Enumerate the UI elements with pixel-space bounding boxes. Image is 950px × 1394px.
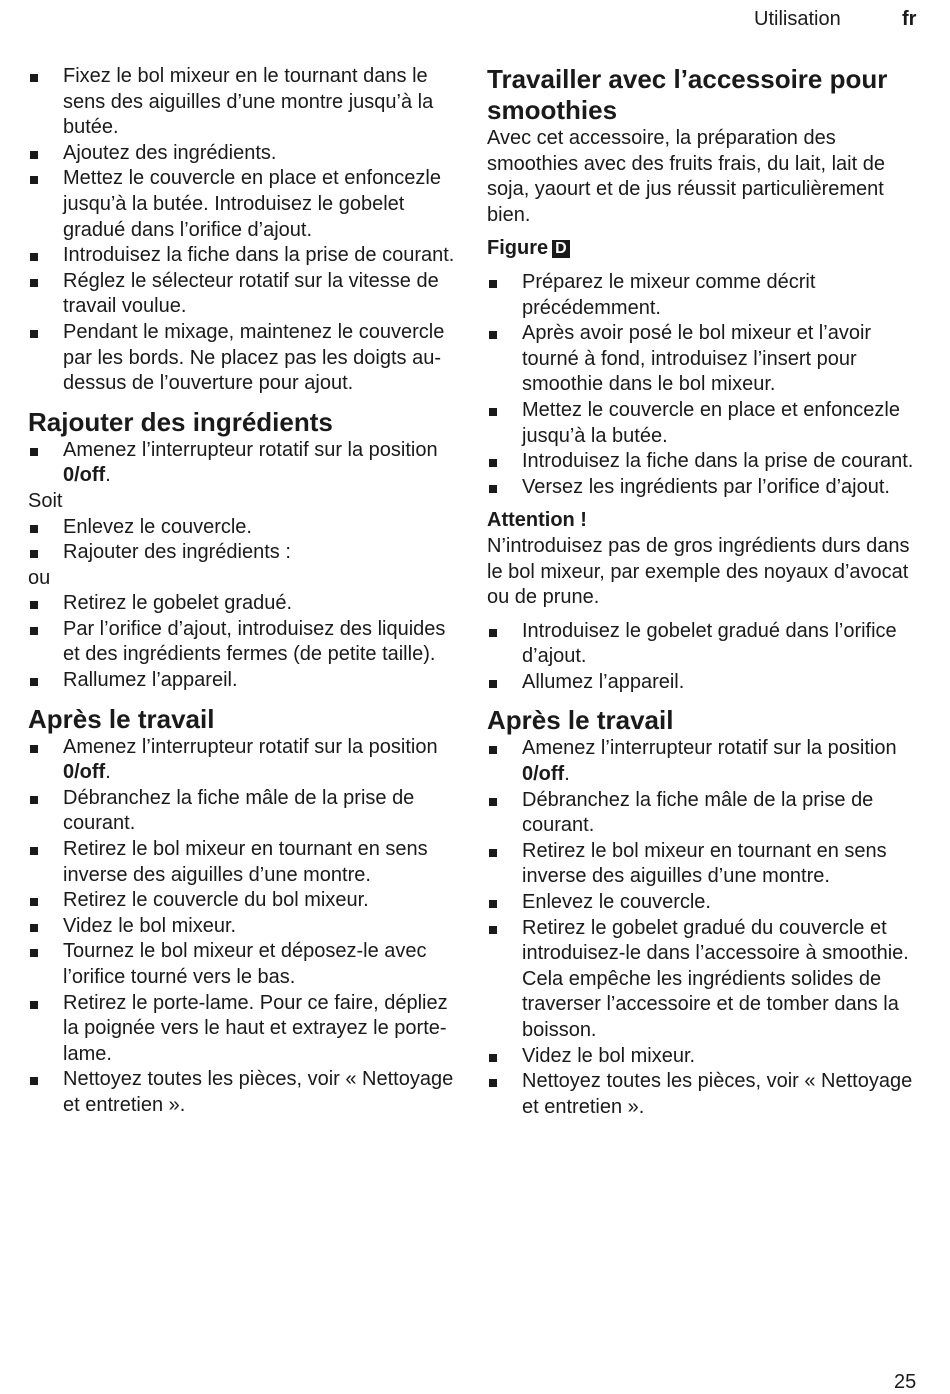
list-item: Réglez le sélecteur rotatif sur la vitesse de travail voulue.	[28, 269, 460, 320]
option-label-soit: Soit	[28, 489, 63, 512]
square-bullet-icon	[489, 331, 497, 339]
list-item: Nettoyez toutes les pièces, voir « Nettoyage et entretien ».	[28, 1067, 460, 1118]
list-item: Videz le bol mixeur.	[487, 1044, 923, 1070]
assembly-steps	[28, 64, 460, 397]
section-heading-smoothie: Travailler avec l’accessoire pour smoothies	[487, 64, 888, 125]
list-item: Après avoir posé le bol mixeur et l’avoir tourné à fond, introduisez l’insert pour smoothie dans le bol mixeur.	[487, 321, 923, 398]
list-item: Retirez le gobelet gradué du couvercle et introduisez-le dans l’accessoire à smoothie. Cela empêche les ingrédients solides de traverser l’accessoire et de tomber dans la boisson.	[487, 916, 923, 1044]
list-item: Retirez le porte-lame. Pour ce faire, dépliez la poignée vers le haut et extrayez le porte-lame.	[28, 991, 460, 1068]
square-bullet-icon	[30, 525, 38, 533]
square-bullet-icon	[30, 601, 38, 609]
square-bullet-icon	[30, 279, 38, 287]
list-item: Enlevez le couvercle.	[487, 890, 923, 916]
switch-position-label: 0/off	[63, 464, 106, 487]
list-item: Introduisez la fiche dans la prise de courant.	[487, 449, 923, 475]
square-bullet-icon	[30, 1077, 38, 1085]
list-item: Débranchez la fiche mâle de la prise de courant.	[487, 788, 923, 839]
square-bullet-icon	[489, 798, 497, 806]
square-bullet-icon	[489, 1079, 497, 1087]
square-bullet-icon	[489, 485, 497, 493]
list-item: Amenez l’interrupteur rotatif sur la position 0/off.	[28, 438, 460, 489]
square-bullet-icon	[30, 627, 38, 635]
square-bullet-icon	[30, 74, 38, 82]
figure-letter-badge: D	[552, 240, 570, 258]
square-bullet-icon	[30, 176, 38, 184]
attention-text: N’introduisez pas de gros ingrédients durs dans le bol mixeur, par exemple des noyaux d’avocat ou de prune.	[487, 534, 910, 609]
list-item: Tournez le bol mixeur et déposez-le avec l’orifice tourné vers le bas.	[28, 939, 460, 990]
square-bullet-icon	[30, 448, 38, 456]
square-bullet-icon	[30, 253, 38, 261]
list-item: Rajouter des ingrédients :	[28, 540, 460, 566]
square-bullet-icon	[489, 459, 497, 467]
list-item: Retirez le bol mixeur en tournant en sens inverse des aiguilles d’une montre.	[487, 839, 923, 890]
square-bullet-icon	[489, 926, 497, 934]
smoothie-intro: Avec cet accessoire, la préparation des smoothies avec des fruits frais, du lait, lait de soja, yaourt et de jus réussit particulièrement bien.	[487, 127, 885, 226]
list-item: Enlevez le couvercle.	[28, 515, 460, 541]
header-section-title: Utilisation	[754, 8, 841, 30]
list-item: Retirez le bol mixeur en tournant en sens inverse des aiguilles d’une montre.	[28, 837, 460, 888]
square-bullet-icon	[30, 330, 38, 338]
square-bullet-icon	[30, 898, 38, 906]
list-item: Mettez le couvercle en place et enfoncezle jusqu’à la butée. Introduisez le gobelet gradué dans l’orifice d’ajout.	[28, 166, 460, 243]
page-header	[0, 8, 950, 34]
list-item: Mettez le couvercle en place et enfoncezle jusqu’à la butée.	[487, 398, 923, 449]
list-item: Amenez l’interrupteur rotatif sur la position 0/off.	[28, 735, 460, 786]
square-bullet-icon	[489, 408, 497, 416]
switch-position-label: 0/off	[522, 763, 565, 786]
page-number: 25	[894, 1371, 917, 1393]
square-bullet-icon	[489, 900, 497, 908]
square-bullet-icon	[489, 629, 497, 637]
list-item: Par l’orifice d’ajout, introduisez des liquides et des ingrédients fermes (de petite taille).	[28, 617, 460, 668]
left-column	[28, 64, 460, 1119]
square-bullet-icon	[489, 849, 497, 857]
list-item: Introduisez le gobelet gradué dans l’orifice d’ajout.	[487, 619, 923, 670]
square-bullet-icon	[30, 796, 38, 804]
square-bullet-icon	[30, 924, 38, 932]
square-bullet-icon	[30, 1001, 38, 1009]
list-item: Préparez le mixeur comme décrit précédemment.	[487, 270, 923, 321]
list-item: Videz le bol mixeur.	[28, 914, 460, 940]
list-item: Pendant le mixage, maintenez le couvercle par les bords. Ne placez pas les doigts au-dessus de l’ouverture pour ajout.	[28, 320, 460, 397]
list-item: Ajoutez des ingrédients.	[28, 141, 460, 167]
square-bullet-icon	[30, 745, 38, 753]
square-bullet-icon	[30, 949, 38, 957]
square-bullet-icon	[489, 280, 497, 288]
section-heading-apres-left: Après le travail	[28, 703, 215, 734]
list-item: Nettoyez toutes les pièces, voir « Nettoyage et entretien ».	[487, 1069, 923, 1120]
attention-heading: Attention !	[487, 509, 587, 532]
square-bullet-icon	[30, 550, 38, 558]
list-item: Débranchez la fiche mâle de la prise de courant.	[28, 786, 460, 837]
section-heading-apres-right: Après le travail	[487, 705, 674, 736]
list-item: Versez les ingrédients par l’orifice d’ajout.	[487, 475, 923, 501]
square-bullet-icon	[30, 847, 38, 855]
list-item: Fixez le bol mixeur en le tournant dans le sens des aiguilles d’une montre jusqu’à la butée.	[28, 64, 460, 141]
option-label-ou: ou	[28, 566, 51, 589]
header-language-code: fr	[902, 8, 917, 30]
figure-reference: Figure D	[487, 236, 923, 262]
section-heading-rajouter: Rajouter des ingrédients	[28, 406, 333, 437]
list-item: Retirez le couvercle du bol mixeur.	[28, 888, 460, 914]
square-bullet-icon	[489, 746, 497, 754]
list-item: Retirez le gobelet gradué.	[28, 591, 460, 617]
square-bullet-icon	[30, 151, 38, 159]
list-item: Rallumez l’appareil.	[28, 668, 460, 694]
list-item: Allumez l’appareil.	[487, 670, 923, 696]
square-bullet-icon	[489, 1054, 497, 1062]
square-bullet-icon	[489, 680, 497, 688]
square-bullet-icon	[30, 678, 38, 686]
switch-position-label: 0/off	[63, 761, 106, 784]
right-column	[487, 64, 923, 1120]
list-item: Introduisez la fiche dans la prise de courant.	[28, 243, 460, 269]
list-item: Amenez l’interrupteur rotatif sur la position 0/off.	[487, 736, 923, 787]
